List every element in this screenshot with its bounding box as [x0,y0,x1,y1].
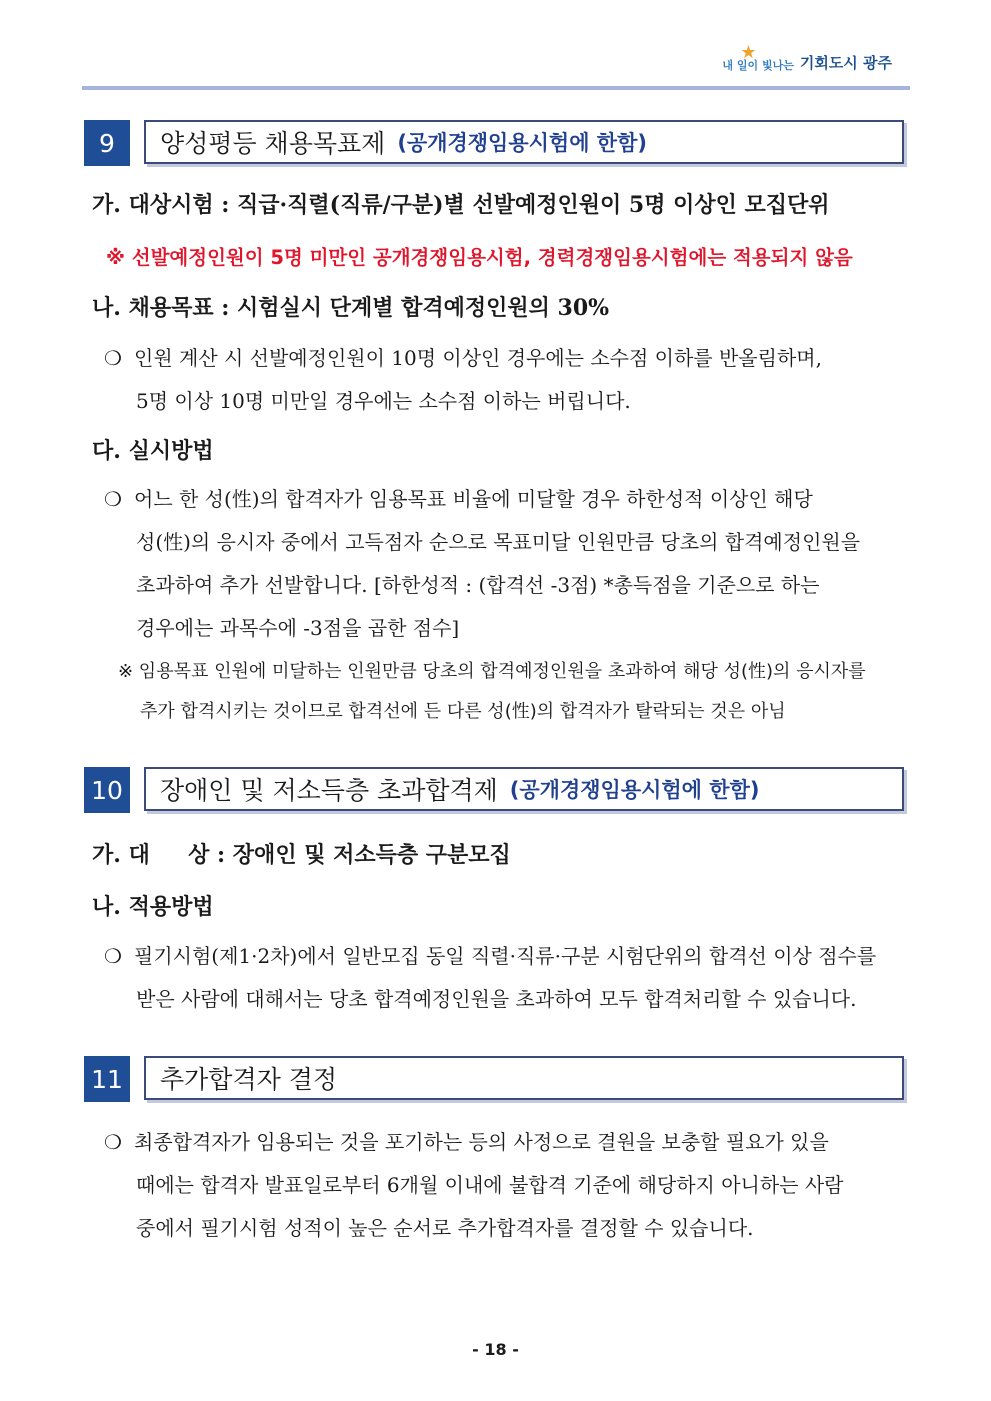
star-icon: ★ [740,42,757,63]
list-item [104,342,822,371]
section-subtitle: (공개경쟁임용시험에 한함) [397,131,647,155]
page-header [82,40,910,90]
section-title: 장애인 및 저소득층 초과합격제 [160,776,498,805]
page-number: - 18 - [472,1340,519,1359]
section-title: 추가합격자 결정 [160,1065,337,1094]
list-item-continuation: 5명 이상 10명 미만일 경우에는 소수점 이하는 버립니다. [136,389,631,413]
section-number: 9 [84,120,130,166]
s10-target: 가. 대 상 : 장애인 및 저소득층 구분모집 [92,842,511,868]
list-item-continuation: 성(性)의 응시자 중에서 고득점자 순으로 목표미달 인원만큼 당초의 합격예정인원을 [136,530,861,554]
section-9-heading [84,120,910,166]
section-title-box [144,120,904,164]
city-logo [722,42,892,73]
s9-note-continuation: 추가 합격시키는 것이므로 합격선에 든 다른 성(性)의 합격자가 탈락되는 것은 아님 [140,701,786,722]
logo-slogan: 내 일이 빛나는 [722,59,794,72]
list-item-text: 최종합격자가 임용되는 것을 포기하는 등의 사정으로 결원을 보충할 필요가 있을 [134,1130,829,1154]
section-title: 양성평등 채용목표제 [160,129,386,158]
logo-text: 기회도시 광주 [799,54,892,72]
list-item-continuation: 경우에는 과목수에 -3점을 곱한 점수] [136,616,460,640]
bullet-icon: ❍ [104,487,122,511]
s9-note: ※ 임용목표 인원에 미달하는 인원만큼 당초의 합격예정인원을 초과하여 해당 성(性)의 응시자를 [118,661,866,682]
list-item [104,483,813,512]
section-11-heading [84,1056,910,1102]
list-item-text: 필기시험(제1·2차)에서 일반모집 동일 직렬·직류·구분 시험단위의 합격선 이상 점수를 [134,944,877,968]
s9-method-heading: 다. 실시방법 [92,438,214,464]
list-item-text: 어느 한 성(性)의 합격자가 임용목표 비율에 미달할 경우 하한성적 이상인 해당 [134,487,813,511]
section-title-box [144,767,904,811]
list-item-continuation: 중에서 필기시험 성적이 높은 순서로 추가합격자를 결정할 수 있습니다. [136,1216,754,1240]
s10-method-heading: 나. 적용방법 [92,894,214,920]
list-item-continuation: 초과하여 추가 선발합니다. [하한성적 : (합격선 -3점) *총득점을 기준으로 하는 [136,573,820,597]
section-number: 10 [84,767,130,813]
bullet-icon: ❍ [104,1130,122,1154]
s9-red-note: ※ 선발예정인원이 5명 미만인 공개경쟁임용시험, 경력경쟁임용시험에는 적용되지 않음 [106,246,853,269]
section-number: 11 [84,1056,130,1102]
section-subtitle: (공개경쟁임용시험에 한함) [509,778,760,802]
section-title-box [144,1056,904,1100]
list-item-text: 인원 계산 시 선발예정인원이 10명 이상인 경우에는 소수점 이하를 반올림하며, [134,346,822,370]
list-item-continuation: 받은 사람에 대해서는 당초 합격예정인원을 초과하여 모두 합격처리할 수 있습니다. [136,987,857,1011]
s9-recruit-goal: 나. 채용목표 : 시험실시 단계별 합격예정인원의 30% [92,295,610,321]
bullet-icon: ❍ [104,944,122,968]
list-item [104,940,876,969]
list-item-continuation: 때에는 합격자 발표일로부터 6개월 이내에 불합격 기준에 해당하지 아니하는 사람 [136,1173,844,1197]
s9-target-exam: 가. 대상시험 : 직급·직렬(직류/구분)별 선발예정인원이 5명 이상인 모집단위 [92,192,830,218]
list-item [104,1126,829,1155]
bullet-icon: ❍ [104,346,122,370]
section-10-heading [84,767,910,813]
header-divider [82,86,910,90]
